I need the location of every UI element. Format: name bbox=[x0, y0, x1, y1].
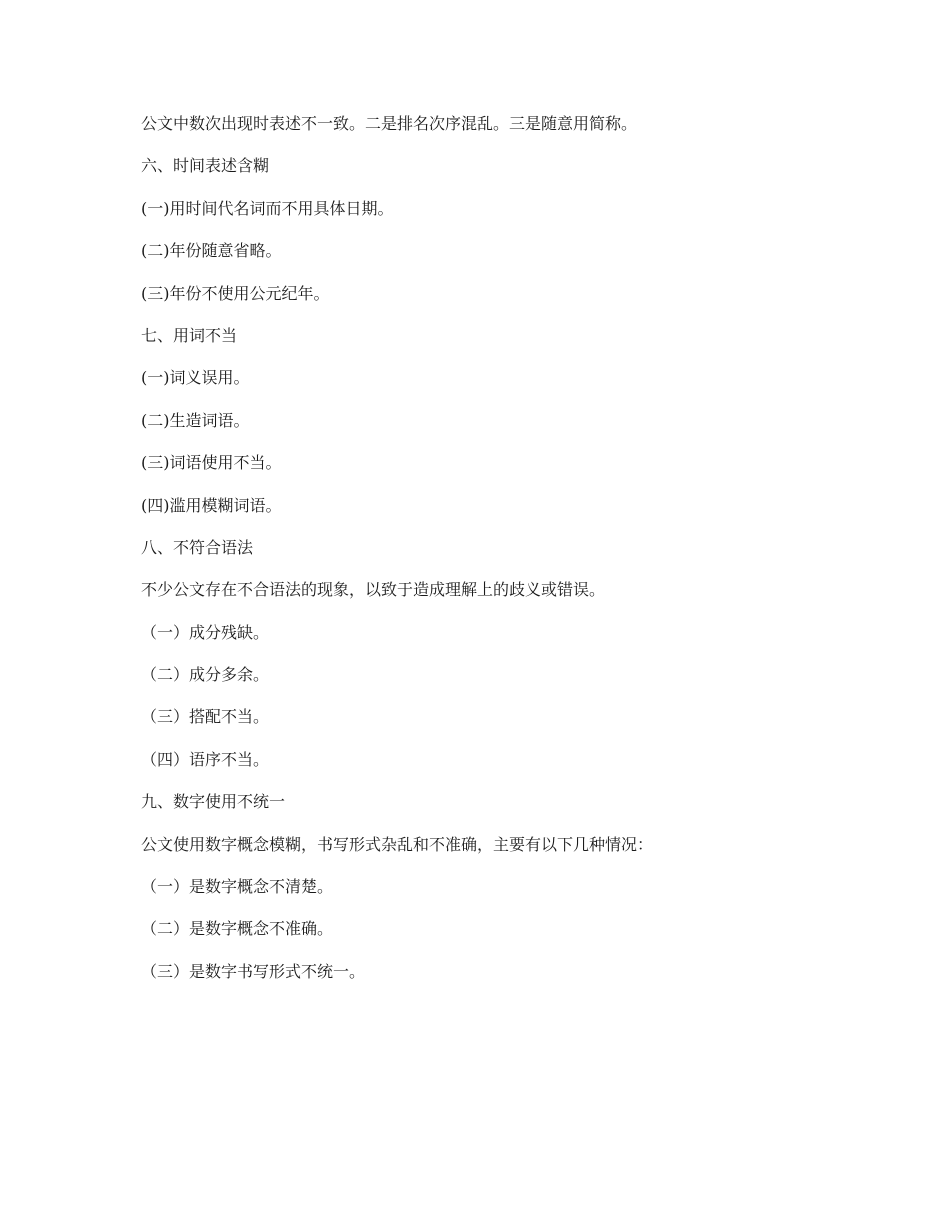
list-item: (三)词语使用不当。 bbox=[141, 453, 282, 473]
section-heading-9: 九、数字使用不统一 bbox=[141, 792, 286, 812]
list-item: （二）是数字概念不准确。 bbox=[141, 919, 334, 939]
list-item: （二）成分多余。 bbox=[141, 665, 270, 685]
list-item: (二)生造词语。 bbox=[141, 410, 250, 430]
paragraph-continuation: 公文中数次出现时表述不一致。二是排名次序混乱。三是随意用简称。 bbox=[141, 114, 638, 133]
document-body bbox=[141, 112, 841, 1002]
list-item: （一）成分残缺。 bbox=[141, 622, 270, 642]
list-item: （三）是数字书写形式不统一。 bbox=[141, 961, 366, 981]
section-heading-7: 七、用词不当 bbox=[141, 325, 238, 345]
paragraph: 公文使用数字概念模糊，书写形式杂乱和不准确，主要有以下几种情况： bbox=[141, 834, 654, 854]
section-heading-6: 六、时间表述含糊 bbox=[141, 156, 270, 176]
list-item: (一)用时间代名词而不用具体日期。 bbox=[141, 198, 394, 218]
list-item: （一）是数字概念不清楚。 bbox=[141, 877, 334, 897]
list-item: (二)年份随意省略。 bbox=[141, 241, 282, 261]
paragraph: 不少公文存在不合语法的现象，以致于造成理解上的歧义或错误。 bbox=[141, 580, 606, 600]
list-item: （三）搭配不当。 bbox=[141, 707, 270, 727]
list-item: (一)词义误用。 bbox=[141, 368, 250, 388]
list-item: (三)年份不使用公元纪年。 bbox=[141, 283, 330, 303]
list-item: （四）语序不当。 bbox=[141, 749, 270, 769]
list-item: (四)滥用模糊词语。 bbox=[141, 495, 282, 515]
section-heading-8: 八、不符合语法 bbox=[141, 537, 254, 557]
